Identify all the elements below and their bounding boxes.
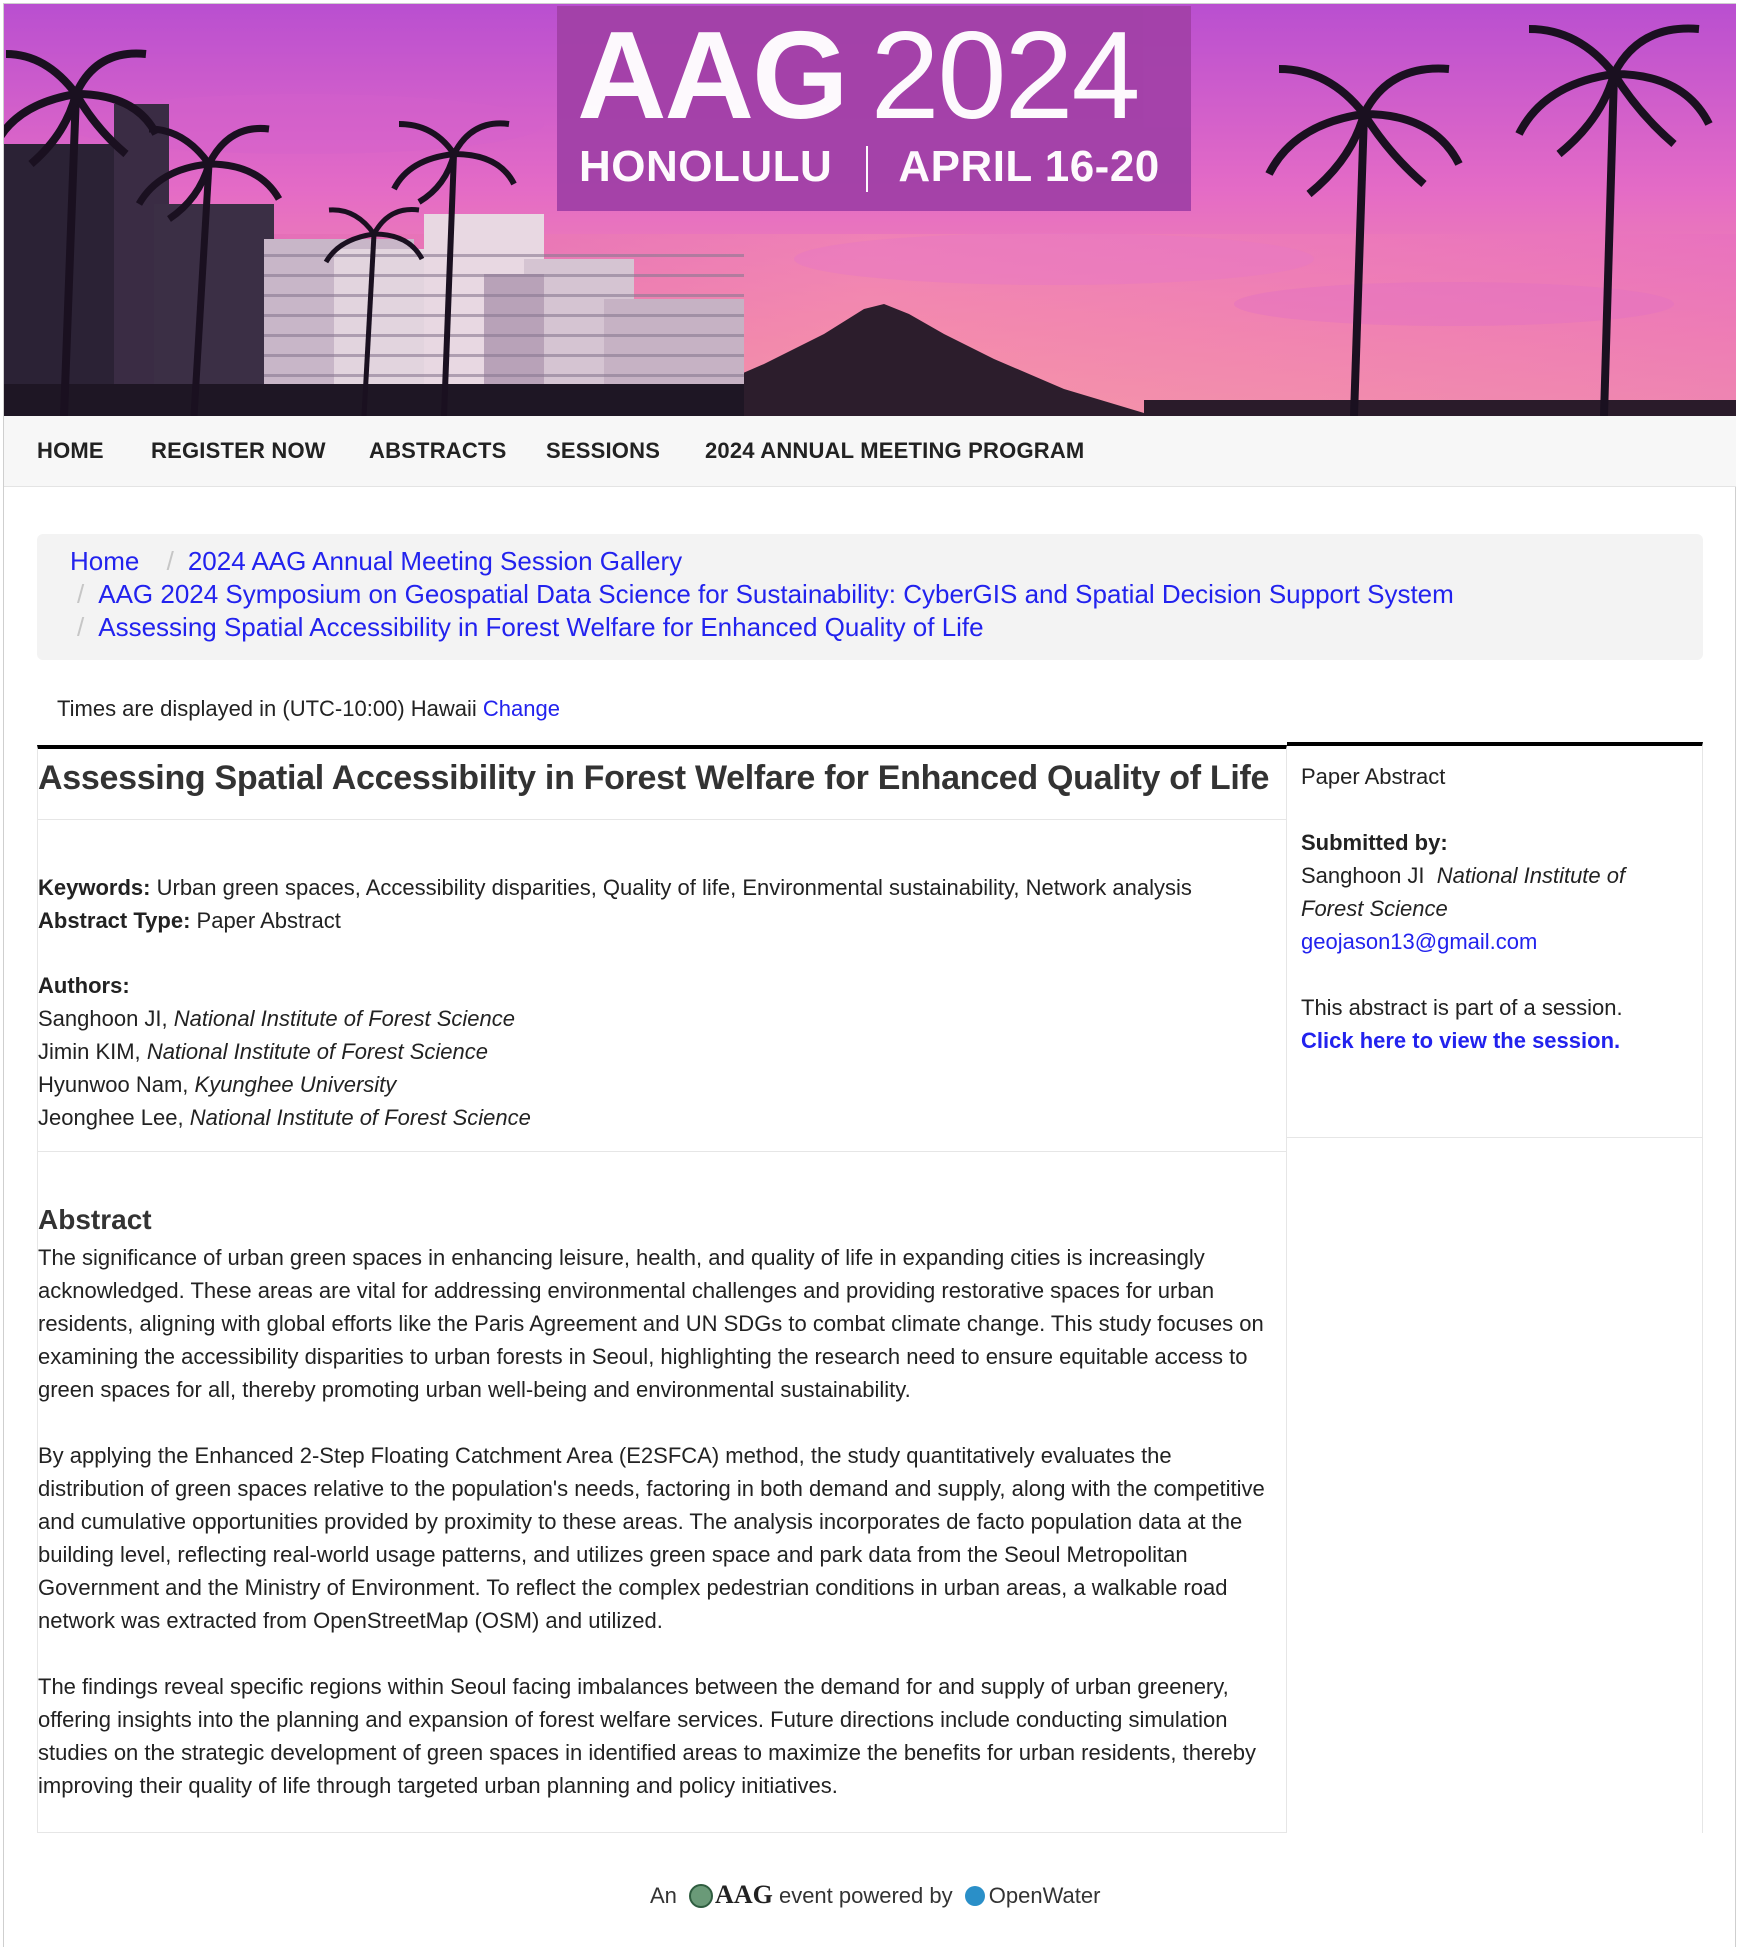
nav-home[interactable]: HOME xyxy=(37,438,104,463)
abstract-paragraph: By applying the Enhanced 2-Step Floating Catchment Area (E2SFCA) method, the study quantitatively evaluates the distribution of green spaces relative to the population's needs, factoring in both demand and supply, along with the competitive and cumulative opportunities provided by proximity to these areas. The analysis incorporates de facto population data at the building level, reflecting real-world usage patterns, and utilizes green space and park data from the Seoul Metropolitan Government and the Ministry of Environment. To reflect the complex pedestrian conditions in urban areas, a walkable road network was extracted from OpenStreetMap (OSM) and utilized. xyxy=(38,1443,1265,1633)
submitter-email[interactable]: geojason13@gmail.com xyxy=(1301,929,1538,954)
sidebar-type: Paper Abstract xyxy=(1301,764,1446,789)
breadcrumb-home[interactable]: Home xyxy=(70,546,140,576)
breadcrumb-separator: / xyxy=(77,612,85,642)
hero-banner xyxy=(4,4,1736,416)
openwater-logo[interactable]: OpenWater xyxy=(988,1883,1101,1908)
breadcrumb-separator: / xyxy=(166,546,174,576)
session-note: This abstract is part of a session. xyxy=(1301,995,1623,1020)
keywords-value: Urban green spaces, Accessibility disparities, Quality of life, Environmental sustainability, Network analysis xyxy=(156,875,1192,900)
aag-logo[interactable]: AAG xyxy=(715,1880,773,1909)
abstract-type-value: Paper Abstract xyxy=(196,908,341,933)
list-item: Jimin KIM, National Institute of Forest Science xyxy=(38,1039,488,1064)
abstract-heading: Abstract xyxy=(38,1204,152,1235)
nav-annual-meeting-program[interactable]: 2024 ANNUAL MEETING PROGRAM xyxy=(705,438,1085,463)
list-item: Jeonghee Lee, National Institute of Forest Science xyxy=(38,1105,531,1130)
nav-sessions[interactable]: SESSIONS xyxy=(546,438,661,463)
aag-seal-icon xyxy=(689,1884,713,1908)
divider xyxy=(38,819,1286,820)
abstract-body xyxy=(38,1241,1278,1835)
footer xyxy=(650,1880,1100,1910)
submission-info xyxy=(1287,746,1702,1138)
authors-list xyxy=(38,969,531,1134)
abstract-type-label: Abstract Type: xyxy=(38,908,191,933)
breadcrumb-session-gallery[interactable]: 2024 AAG Annual Meeting Session Gallery xyxy=(187,546,683,576)
submitter-name: Sanghoon JI xyxy=(1301,863,1425,888)
sidebar xyxy=(1287,742,1703,1833)
breadcrumb-separator: / xyxy=(77,579,85,609)
paper-meta xyxy=(38,871,1192,937)
submitted-by-label: Submitted by: xyxy=(1301,830,1448,855)
footer-prefix: An xyxy=(650,1883,677,1908)
keywords-label: Keywords: xyxy=(38,875,151,900)
nav-register-now[interactable]: REGISTER NOW xyxy=(151,438,326,463)
divider xyxy=(38,1151,1286,1152)
timezone-change-link[interactable]: Change xyxy=(482,696,560,721)
logo-subtitle: HONOLULU APRIL 16-20 xyxy=(579,142,1160,191)
main-nav xyxy=(4,416,1736,487)
paper-title: Assessing Spatial Accessibility in Forest Welfare for Enhanced Quality of Life xyxy=(38,759,1270,797)
list-item: Hyunwoo Nam, Kyunghee University xyxy=(38,1072,397,1097)
breadcrumb-paper[interactable]: Assessing Spatial Accessibility in Forest Welfare for Enhanced Quality of Life xyxy=(98,612,984,642)
paper-details xyxy=(37,745,1287,1833)
submitter xyxy=(1301,859,1681,925)
view-session-link[interactable]: Click here to view the session. xyxy=(1301,1028,1621,1053)
event-logo xyxy=(557,6,1191,211)
timezone-text: Times are displayed in (UTC-10:00) Hawaii xyxy=(57,696,477,721)
logo-title: AAG 2024 xyxy=(577,7,1139,145)
timezone-notice xyxy=(57,696,560,722)
list-item: Sanghoon JI, National Institute of Forest Science xyxy=(38,1006,515,1031)
breadcrumb xyxy=(37,534,1703,660)
footer-powered-by: event powered by xyxy=(778,1883,953,1908)
submitter-affiliation: National Institute of Forest Science xyxy=(1301,863,1626,921)
breadcrumb-symposium[interactable]: AAG 2024 Symposium on Geospatial Data Science for Sustainability: CyberGIS and Spatial Decision Support System xyxy=(98,579,1454,609)
openwater-icon xyxy=(965,1886,985,1906)
authors-label: Authors: xyxy=(38,973,130,998)
abstract-paragraph: The significance of urban green spaces in enhancing leisure, health, and quality of life in expanding cities is increasingly acknowledged. These areas are vital for addressing environmental challenges and providing restorative spaces for urban residents, aligning with global efforts like the Paris Agreement and UN SDGs to combat climate change. This study focuses on examining the accessibility disparities to urban forests in Seoul, highlighting the research need to ensure equitable access to green spaces for all, thereby promoting urban well-being and environmental sustainability. xyxy=(38,1245,1264,1402)
nav-abstracts[interactable]: ABSTRACTS xyxy=(369,438,507,463)
abstract-paragraph: The findings reveal specific regions within Seoul facing imbalances between the demand for and supply of urban greenery, offering insights into the planning and expansion of forest welfare services. Future directions include conducting simulation studies on the strategic development of green spaces in identified areas to maximize the benefits for urban residents, thereby improving their quality of life through targeted urban planning and policy initiatives. xyxy=(38,1674,1257,1798)
